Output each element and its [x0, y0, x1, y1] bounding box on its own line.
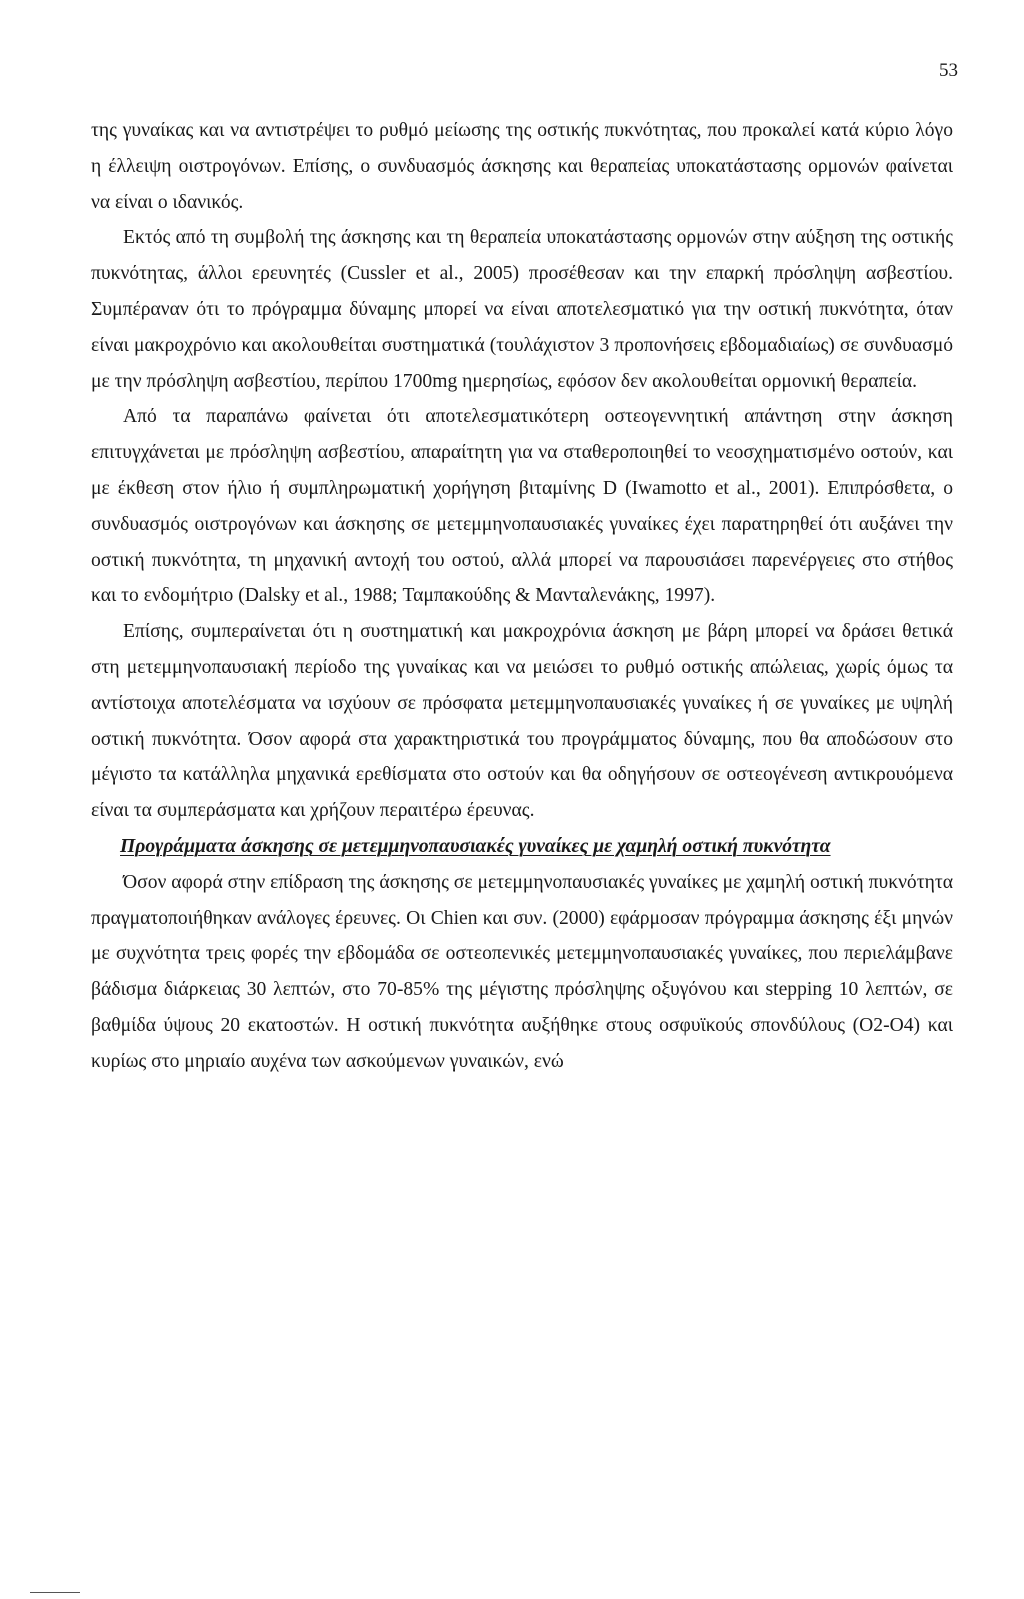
page-number: 53	[939, 60, 958, 81]
paragraph-conclusions: Επίσης, συμπεραίνεται ότι η συστηματική και μακροχρόνια άσκηση με βάρη μπορεί να δράσει θετικά στη μετεμμηνοπαυσιακή περίοδο της γυναίκας και να μειώσει το ρυθμό οστικής απώλειας, χωρίς όμως τα αντίστοιχα αποτελέσματα να ισχύουν σε πρόσφατα μετεμμηνοπαυσιακές γυναίκες ή σε γυναίκες με υψηλή οστική πυκνότητα. Όσον αφορά στα χαρακτηριστικά του προγράμματος δύναμης, που θα αποδώσουν στο μέγιστο τα κατάλληλα μηχανικά ερεθίσματα στο οστούν και θα οδηγήσουν σε οστεογένεση αντικρουόμενα είναι τα συμπεράσματα και χρήζουν περαιτέρω έρευνας.	[91, 621, 953, 822]
paragraph-calcium-intake: Εκτός από τη συμβολή της άσκησης και τη θεραπεία υποκατάστασης ορμονών στην αύξηση της οστικής πυκνότητας, άλλοι ερευνητές (Cussler et al., 2005) προσέθεσαν και την επαρκή πρόσληψη ασβεστίου. Συμπέραναν ότι το πρόγραμμα δύναμης μπορεί να είναι αποτελεσματικό για την οστική πυκνότητα, όταν είναι μακροχρόνιο και ακολουθείται συστηματικά (τουλάχιστον 3 προπονήσεις εβδομαδιαίως) σε συνδυασμό με την πρόσληψη ασβεστίου, περίπου 1700mg ημερησίως, εφόσον δεν ακολουθείται ορμονική θεραπεία.	[91, 227, 953, 392]
footer-rule	[30, 1592, 80, 1593]
section-heading: Προγράμματα άσκησης σε μετεμμηνοπαυσιακές γυναίκες με χαμηλή οστική πυκνότητα	[120, 835, 831, 857]
paragraph-continuation: της γυναίκας και να αντιστρέψει το ρυθμό μείωσης της οστικής πυκνότητας, που προκαλεί κατά κύριο λόγο η έλλειψη οιστρογόνων. Επίσης, ο συνδυασμός άσκησης και θεραπείας υποκατάστασης ορμονών φαίνεται να είναι ο ιδανικός.	[91, 120, 953, 213]
paragraph-osteogenic-response: Από τα παραπάνω φαίνεται ότι αποτελεσματικότερη οστεογεννητική απάντηση στην άσκηση επιτυγχάνεται με πρόσληψη ασβεστίου, απαραίτητη για να σταθεροποιηθεί το νεοσχηματισμένο οστούν, και με έκθεση στον ήλιο ή συμπληρωματική χορήγηση βιταμίνης D (Iwamotto et al., 2001). Επιπρόσθετα, ο συνδυασμός οιστρογόνων και άσκησης σε μετεμμηνοπαυσιακές γυναίκες έχει παρατηρηθεί ότι αυξάνει την οστική πυκνότητα, τη μηχανική αντοχή του οστού, αλλά μπορεί να παρουσιάσει παρενέργειες στο στήθος και το ενδομήτριο (Dalsky et al., 1988; Ταμπακούδης & Μανταλενάκης, 1997).	[91, 406, 953, 607]
section-paragraph: Όσον αφορά στην επίδραση της άσκησης σε μετεμμηνοπαυσιακές γυναίκες με χαμηλή οστική πυκνότητα πραγματοποιήθηκαν ανάλογες έρευνες. Οι Chien και συν. (2000) εφάρμοσαν πρόγραμμα άσκησης έξι μηνών με συχνότητα τρεις φορές την εβδομάδα σε οστεοπενικές μετεμμηνοπαυσιακές γυναίκες, που περιελάμβανε βάδισμα διάρκειας 30 λεπτών, στο 70-85% της μέγιστης πρόσληψης οξυγόνου και stepping 10 λεπτών, σε βαθμίδα ύψους 20 εκατοστών. Η οστική πυκνότητα αυξήθηκε στους οσφυϊκούς σπονδύλους (Ο2-Ο4) και κυρίως στο μηριαίο αυχένα των ασκούμενων γυναικών, ενώ	[91, 871, 953, 1072]
body-text	[91, 113, 953, 1080]
